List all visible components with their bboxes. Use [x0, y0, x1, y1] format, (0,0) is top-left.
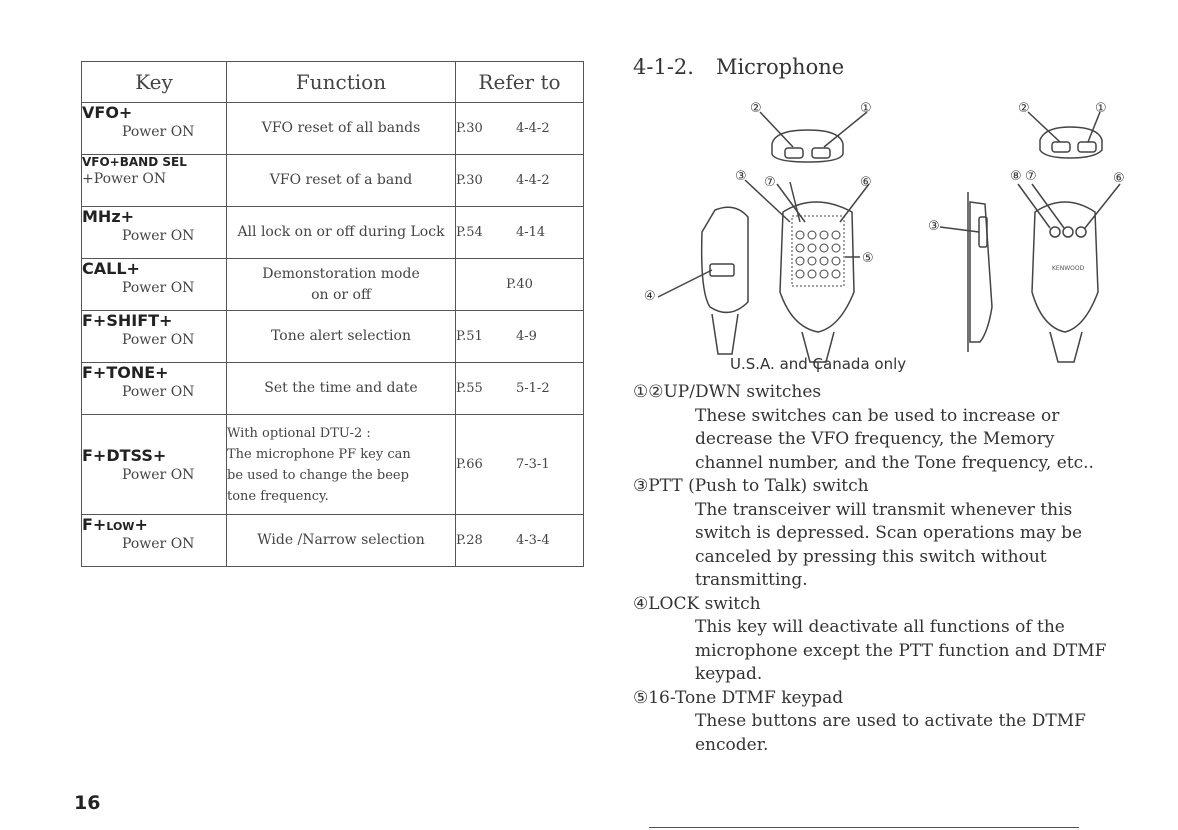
key-label: MHz+ [82, 207, 135, 226]
item-line: channel number, and the Tone frequency, etc.. [695, 452, 1094, 473]
item-title: ③PTT (Push to Talk) switch [633, 476, 869, 496]
callout-7-front: ⑦ [764, 175, 776, 190]
function-cell [227, 259, 456, 311]
callout-6-front: ⑥ [860, 175, 872, 190]
press-label: Power ON [122, 467, 195, 483]
function-line: be used to change the beep [227, 467, 409, 483]
item-line: The transceiver will transmit whenever this [695, 499, 1073, 520]
item-line: switch is depressed. Scan operations may be [695, 523, 1083, 543]
bottom-rule [649, 827, 1079, 828]
function-cell: VFO reset of all bands [227, 103, 456, 155]
table-row [82, 155, 584, 207]
callout-numbers [644, 101, 1125, 304]
ref-page: P.28 [456, 533, 483, 548]
function-line: tone frequency. [227, 488, 329, 504]
callout-3-front: ③ [735, 169, 747, 184]
key-label: VFO+ [82, 103, 133, 122]
function-line: Demonstoration mode [262, 265, 420, 282]
item-title: ①②UP/DWN switches [633, 382, 822, 402]
key-label-small: LOW [106, 520, 135, 533]
function-cell: Tone alert selection [227, 311, 456, 363]
table-row [82, 259, 584, 311]
key-label: F+TONE+ [82, 363, 169, 382]
section-heading [633, 55, 844, 79]
figure-caption: U.S.A. and Canada only [730, 355, 907, 373]
function-line: With optional DTU-2 : [227, 425, 371, 441]
callout-2-right: ② [1018, 101, 1030, 116]
ref-section: 4-9 [516, 329, 537, 344]
ref-page: P.51 [456, 329, 483, 344]
ref-page: P.30 [456, 173, 483, 188]
function-cell: VFO reset of a band [227, 155, 456, 207]
press-label: Power ON [122, 384, 195, 400]
ref-section: 5-1-2 [516, 381, 550, 396]
switch-descriptions [633, 381, 1173, 757]
header-function: Function [227, 62, 456, 103]
function-cell: Set the time and date [227, 363, 456, 415]
callout-3-side: ③ [928, 219, 940, 234]
press-label: Power ON [122, 536, 195, 552]
ref-section: 4-14 [516, 225, 546, 240]
item-line: These buttons are used to activate the DTMF [695, 711, 1086, 731]
key-label: F+SHIFT+ [82, 311, 173, 330]
table-row [82, 103, 584, 155]
ref-page: P.66 [456, 457, 483, 472]
item-line: These switches can be used to increase or [695, 405, 1060, 426]
item-line: encoder. [695, 734, 769, 755]
ref-page: P.55 [456, 381, 483, 396]
header-key: Key [82, 62, 227, 103]
press-label: Power ON [122, 228, 195, 244]
page-number: 16 [74, 792, 101, 814]
item-title: ⑤16-Tone DTMF keypad [633, 687, 844, 708]
ref-section: 4-4-2 [516, 121, 550, 136]
key-label: F+DTSS+ [82, 446, 167, 465]
item-line: microphone except the PTT function and DTMF [695, 640, 1107, 661]
function-line: The microphone PF key can [227, 446, 411, 462]
table-row [82, 207, 584, 259]
callout-6-back: ⑥ [1113, 171, 1125, 186]
item-line: canceled by pressing this switch without [695, 546, 1047, 567]
function-cell: Wide /Narrow selection [227, 515, 456, 567]
item-line: keypad. [695, 664, 763, 684]
item-title: ④LOCK switch [633, 593, 761, 614]
ref-page: P.54 [456, 225, 483, 240]
section-title: Microphone [715, 55, 845, 79]
table-row [82, 311, 584, 363]
key-label-main: F+ [82, 515, 107, 534]
press-label: Power ON [122, 280, 195, 296]
ref-section: 7-3-1 [516, 457, 550, 472]
key-label [82, 515, 226, 534]
callout-2-left: ② [750, 101, 762, 116]
key-label-end: + [134, 515, 148, 534]
table-row [82, 363, 584, 415]
callout-1-right: ① [1095, 101, 1107, 116]
press-label: Power ON [122, 332, 195, 348]
press-label: Power ON [122, 124, 195, 140]
callout-8-back: ⑧ [1010, 169, 1022, 184]
brand-logo: KENWOOD [1052, 265, 1085, 272]
section-number: 4-1-2. [633, 55, 694, 79]
key-function-table [81, 61, 584, 567]
ref-section: 4-3-4 [516, 533, 550, 548]
key-label: VFO+BAND SEL [82, 155, 187, 169]
function-cell [227, 415, 456, 515]
press-label: +Power ON [82, 171, 167, 187]
callout-4-side: ④ [644, 289, 656, 304]
table-row [82, 515, 584, 567]
microphone-illustration [640, 92, 1160, 372]
callout-5-front: ⑤ [862, 251, 874, 266]
key-label: CALL+ [82, 259, 140, 278]
callout-1-left: ① [860, 101, 872, 116]
ref-section: 4-4-2 [516, 173, 550, 188]
item-line: transmitting. [695, 570, 808, 590]
header-refer: Refer to [456, 62, 584, 103]
callout-7-back: ⑦ [1025, 169, 1037, 184]
function-cell: All lock on or off during Lock [227, 207, 456, 259]
ref-page: P.30 [456, 121, 483, 136]
item-line: decrease the VFO frequency, the Memory [695, 429, 1055, 449]
table-row [82, 415, 584, 515]
ref-page: P.40 [506, 277, 533, 292]
item-line: This key will deactivate all functions of the [695, 617, 1065, 637]
function-line: on or off [311, 286, 371, 303]
